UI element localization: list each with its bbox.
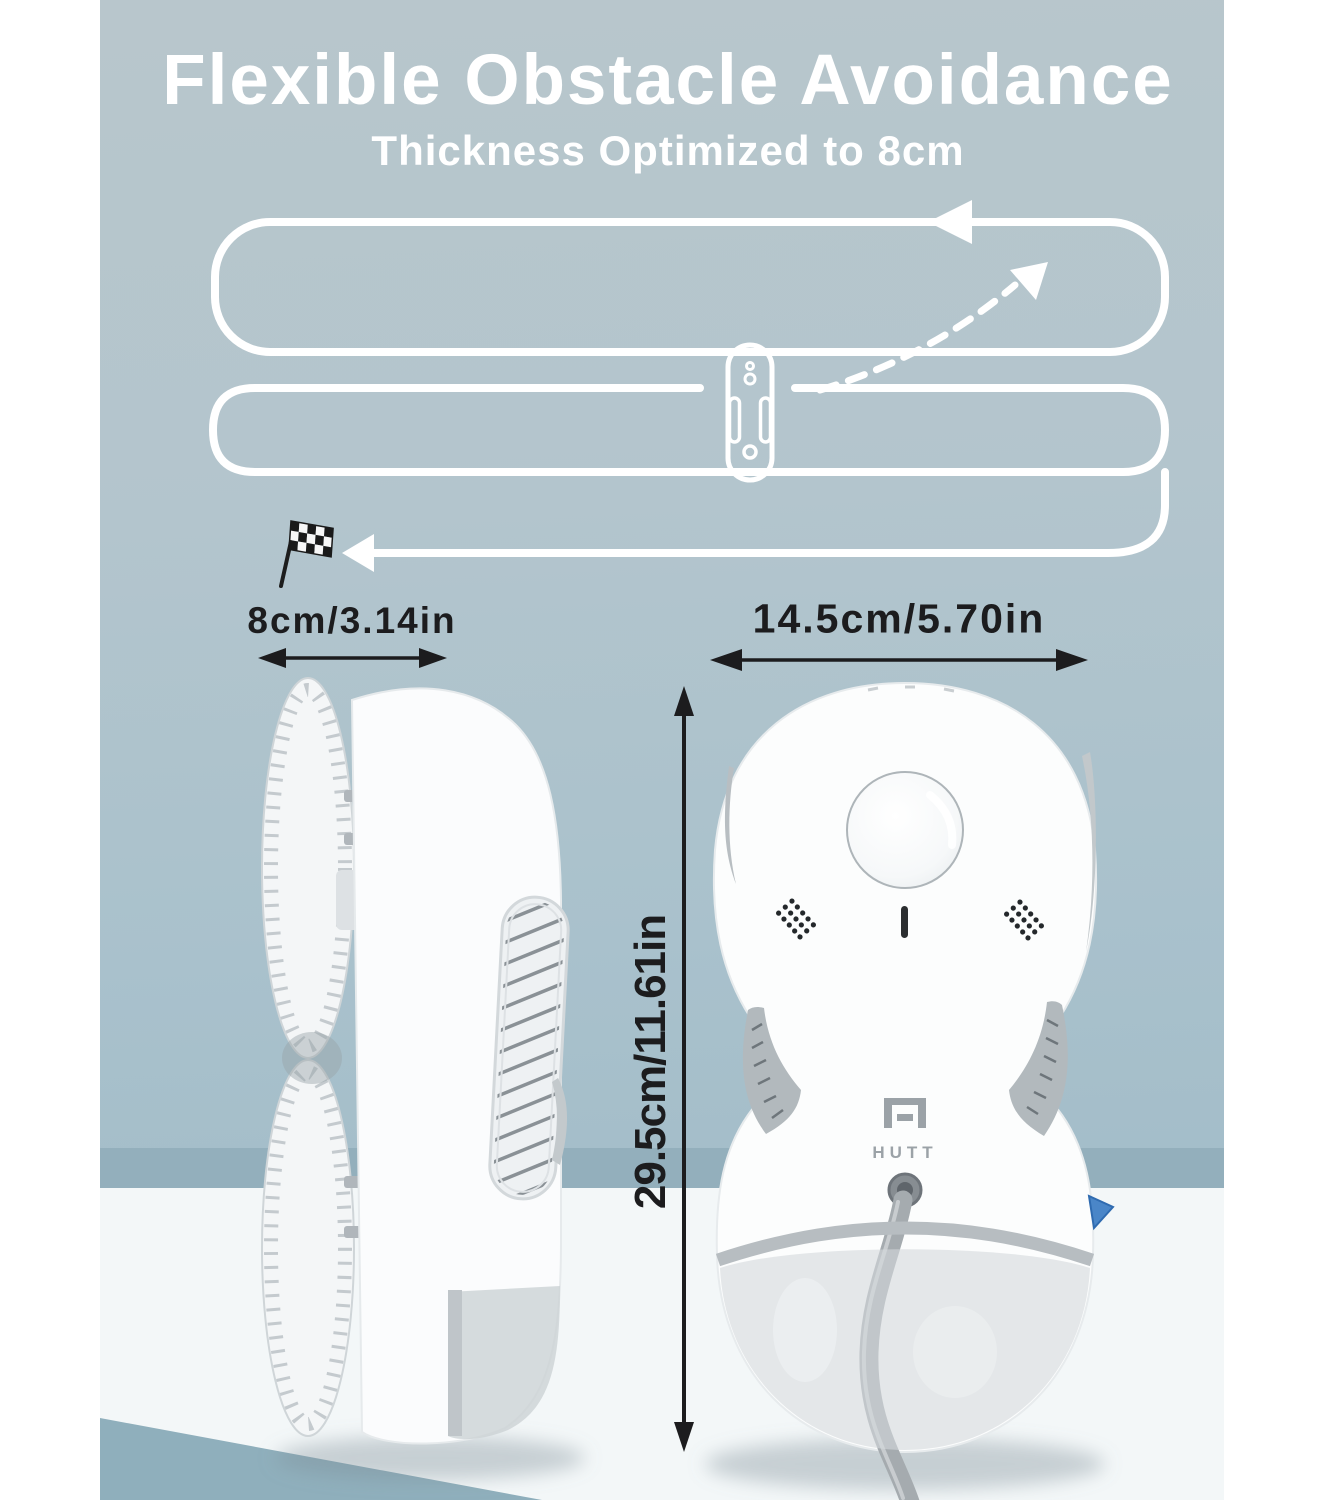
page-subtitle: Thickness Optimized to 8cm <box>371 127 965 174</box>
front-view-robot <box>714 683 1113 1500</box>
dashed-climb-arrow-icon <box>820 285 1015 390</box>
tank-reflection <box>913 1306 997 1398</box>
tank-reflection <box>773 1278 837 1382</box>
hutt-logo-text: HUTT <box>872 1143 938 1162</box>
power-switch[interactable] <box>1089 1196 1113 1228</box>
robot-outline-icon <box>728 345 772 480</box>
vertical-double-arrow-icon <box>674 686 694 1452</box>
side-width-label: 8cm/3.14in <box>247 600 457 641</box>
left-arrow-icon <box>342 534 374 572</box>
checkered-flag-icon <box>281 521 333 586</box>
climb-arrowhead-icon <box>1010 262 1048 300</box>
control-button[interactable] <box>847 772 963 888</box>
status-indicator-slit <box>901 906 908 938</box>
left-arrow-icon <box>928 200 972 244</box>
side-view-robot <box>262 678 571 1444</box>
height-label: 29.5cm/11.61in <box>626 914 675 1210</box>
path-loop-top <box>215 222 1165 352</box>
double-headed-arrow-icon <box>710 649 1088 671</box>
cleaning-disc-top <box>262 678 366 1058</box>
path-loop-middle <box>213 388 1165 472</box>
cleaning-disc-bottom <box>262 1032 366 1436</box>
page-title: Flexible Obstacle Avoidance <box>162 41 1174 120</box>
path-finish-run <box>372 472 1165 553</box>
double-headed-arrow-icon <box>258 648 447 668</box>
front-width-label: 14.5cm/5.70in <box>752 595 1046 642</box>
side-water-tank <box>448 1286 560 1439</box>
